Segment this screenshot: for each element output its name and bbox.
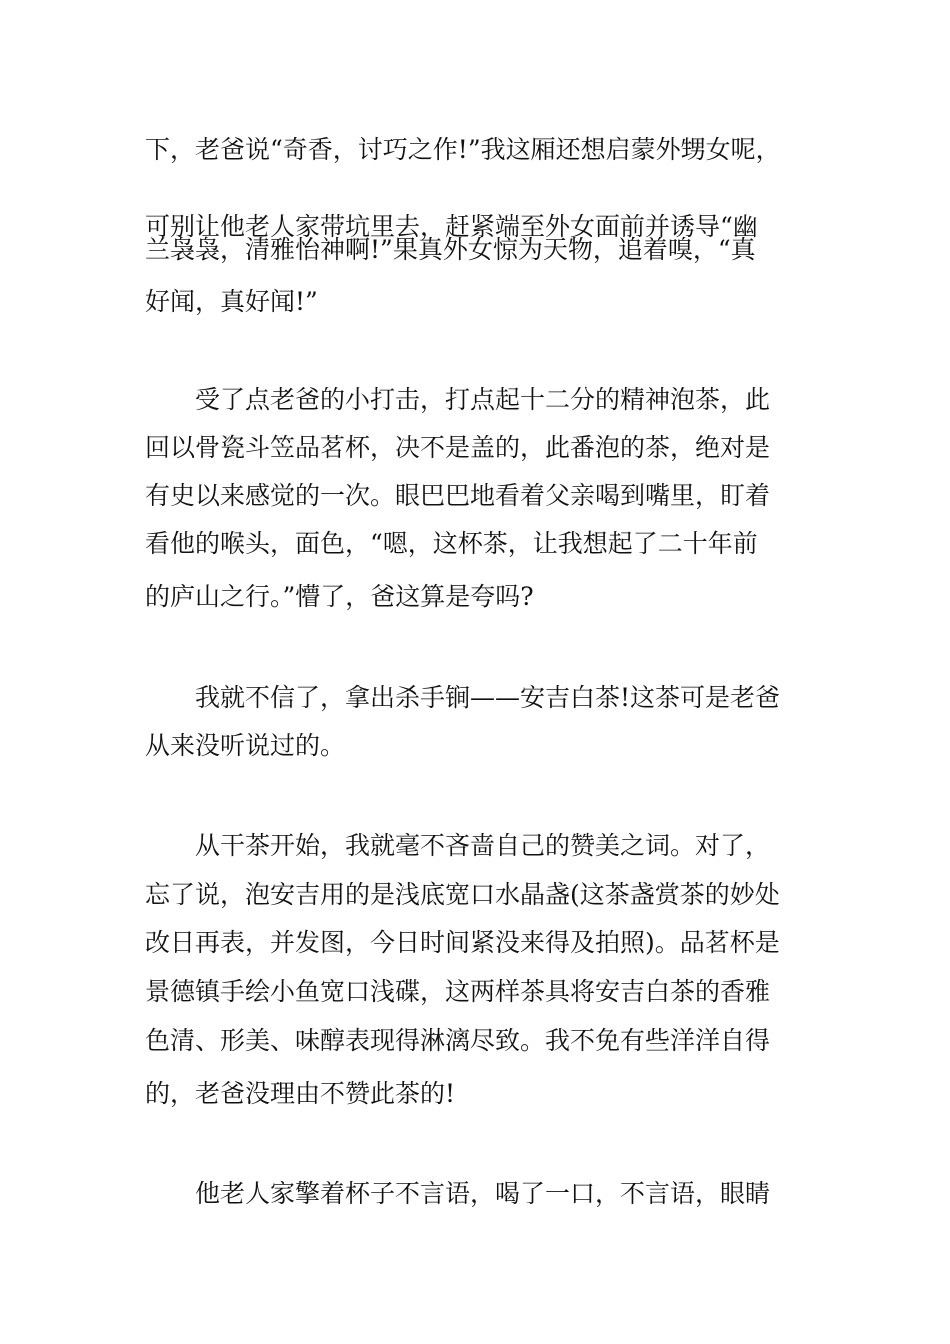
paragraph-4-line-5: 色清、形美、味醇表现得淋漓尽致。我不免有些洋洋自得 bbox=[145, 1026, 771, 1055]
paragraph-4-line-1: 从干茶开始，我就毫不吝啬自己的赞美之词。对了， bbox=[145, 831, 771, 860]
paragraph-2-line-1: 受了点老爸的小打击，打点起十二分的精神泡茶，此 bbox=[145, 385, 771, 414]
paragraph-5-line-1: 他老人家擎着杯子不言语，喝了一口，不言语，眼睛 bbox=[145, 1179, 771, 1208]
paragraph-3-line-2: 从来没听说过的。 bbox=[145, 731, 346, 760]
paragraph-1-line-2: 可别让他老人家带坑里去，赶紧端至外女面前并诱导“幽 bbox=[145, 212, 758, 241]
paragraph-2-line-5: 的庐山之行。”懵了，爸这算是夸吗? bbox=[145, 582, 534, 611]
paragraph-4-line-2: 忘了说，泡安吉用的是浅底宽口水晶盏(这茶盏赏茶的妙处 bbox=[145, 880, 780, 909]
paragraph-3-line-1: 我就不信了，拿出杀手锏——安吉白茶!这茶可是老爸 bbox=[145, 683, 781, 712]
paragraph-1-line-3: 兰袅袅，清雅怡神啊!”果真外女惊为天物，追着嗅，“真 bbox=[145, 235, 756, 264]
paragraph-4-line-6: 的，老爸没理由不赞此茶的! bbox=[145, 1079, 456, 1108]
paragraph-2-line-4: 看他的喉头，面色，“嗯，这杯茶，让我想起了二十年前 bbox=[145, 529, 758, 558]
paragraph-1-line-1: 下，老爸说“奇香，讨巧之作!”我这厢还想启蒙外甥女呢， bbox=[145, 135, 781, 164]
paragraph-4-line-3: 改日再表，并发图，今日时间紧没来得及拍照)。品茗杯是 bbox=[145, 928, 780, 957]
paragraph-2-line-2: 回以骨瓷斗笠品茗杯，决不是盖的，此番泡的茶，绝对是 bbox=[145, 433, 771, 462]
paragraph-2-line-3: 有史以来感觉的一次。眼巴巴地看着父亲喝到嘴里，盯着 bbox=[145, 481, 771, 510]
paragraph-1-line-4: 好闻，真好闻!” bbox=[145, 287, 318, 316]
paragraph-4-line-4: 景德镇手绘小鱼宽口浅碟，这两样茶具将安吉白茶的香雅 bbox=[145, 977, 771, 1006]
